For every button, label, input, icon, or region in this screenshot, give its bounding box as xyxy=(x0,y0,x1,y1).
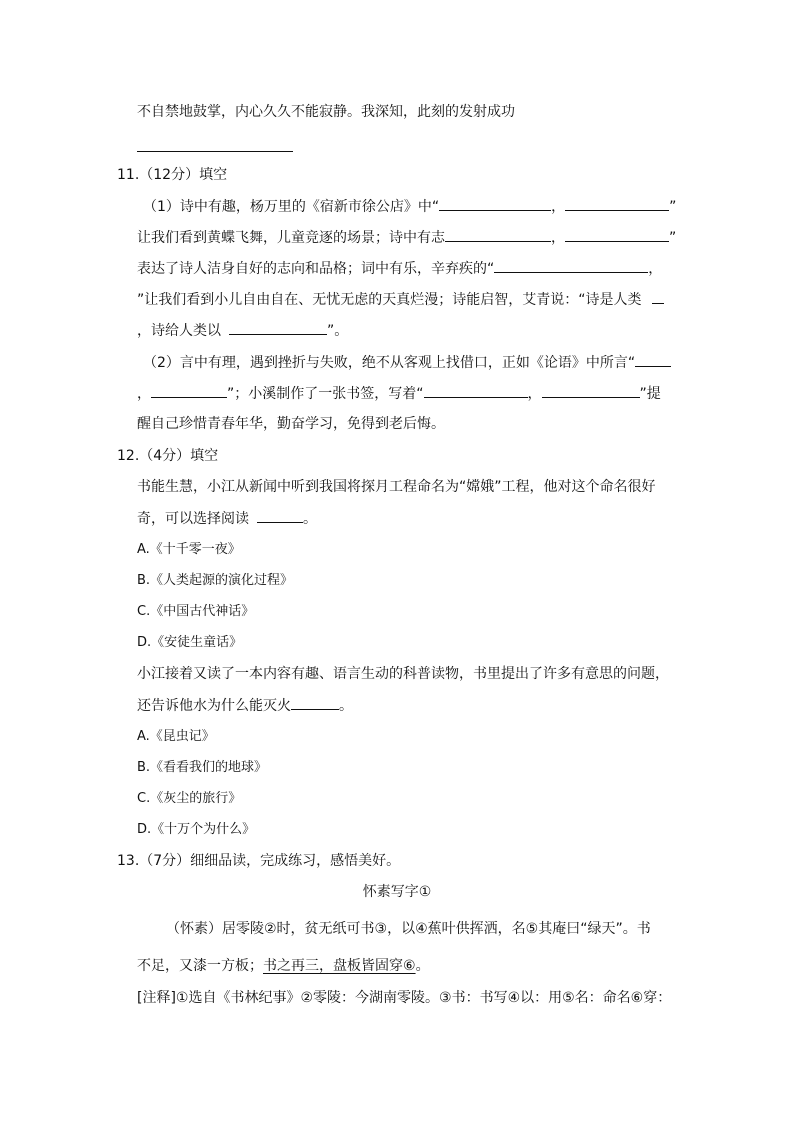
q11-part2-line1 xyxy=(143,352,671,373)
passage-title: 怀素写字① xyxy=(362,884,432,900)
question-13-header: 13.（7分）细细品读，完成练习，感悟美好。 xyxy=(117,853,401,869)
passage-line2 xyxy=(137,956,430,976)
text: ”。 xyxy=(327,323,349,339)
text: ” xyxy=(669,230,677,246)
option-b-1[interactable]: B.《人类起源的演化过程》 xyxy=(137,573,294,588)
text: 。 xyxy=(415,958,430,974)
text: ， xyxy=(137,386,151,402)
text: 不足，又漆一方板； xyxy=(137,958,263,974)
q12-stem1-line1: 书能生慧，小江从新闻中听到我国将探月工程命名为“嫦娥”工程，他对这个命名很好 xyxy=(137,479,656,495)
fill-blank[interactable] xyxy=(635,352,671,367)
text: 表达了诗人洁身自好的志向和品格；词中有乐，辛弃疾的“ xyxy=(137,261,495,277)
fill-blank[interactable] xyxy=(424,383,528,398)
annotation-note: [注释]①选自《书林纪事》②零陵：今湖南零陵。③书：书写④以：用⑤名：命名⑥穿： xyxy=(137,990,672,1006)
text: 奇，可以选择阅读 xyxy=(137,511,249,527)
text: ”让我们看到小儿自由自在、无忧无虑的天真烂漫；诗能启智，艾青说：“诗是人类 xyxy=(137,292,642,308)
text: ， xyxy=(551,199,566,215)
text: ，诗给人类以 xyxy=(137,323,221,339)
q11-part1-line3 xyxy=(137,258,662,279)
text: （2）言中有理，遇到挫折与失败，绝不从客观上找借口，正如《论语》中所言“ xyxy=(143,355,636,371)
option-a-1[interactable]: A.《十千零一夜》 xyxy=(137,542,241,557)
text: 。 xyxy=(303,511,317,527)
answer-line xyxy=(137,151,293,152)
option-d-2[interactable]: D.《十万个为什么》 xyxy=(137,822,256,837)
continuation-text: 不自禁地鼓掌，内心久久不能寂静。我深知，此刻的发射成功 xyxy=(137,104,515,120)
fill-blank[interactable] xyxy=(151,383,227,398)
fill-blank[interactable] xyxy=(291,695,339,710)
text: 还告诉他水为什么能灭火 xyxy=(137,698,291,714)
fill-blank[interactable] xyxy=(439,196,551,211)
q11-part2-line2 xyxy=(137,383,661,404)
option-c-1[interactable]: C.《中国古代神话》 xyxy=(137,604,255,619)
underlined-sentence: 书之再三，盘板皆固穿⑥ xyxy=(263,958,416,974)
text: ， xyxy=(648,261,663,277)
option-b-2[interactable]: B.《看看我们的地球》 xyxy=(137,760,268,775)
text: 让我们看到黄蝶飞舞，儿童竞逐的场景；诗中有志 xyxy=(137,230,445,246)
q11-part1-line1 xyxy=(143,196,676,217)
option-c-2[interactable]: C.《灰尘的旅行》 xyxy=(137,791,242,806)
text: ， xyxy=(551,230,565,246)
q12-stem2-line1: 小江接着又读了一本内容有趣、语言生动的科普读物，书里提出了许多有意思的问题， xyxy=(137,666,669,682)
fill-blank[interactable] xyxy=(565,227,669,242)
fill-blank[interactable] xyxy=(652,289,664,304)
text: ”；小溪制作了一张书签，写着“ xyxy=(227,386,424,402)
passage-line1: （怀素）居零陵②时，贫无纸可书③，以④蕉叶供挥洒，名⑤其庵曰“绿天”。书 xyxy=(166,921,651,937)
question-11-header: 11.（12分）填空 xyxy=(117,167,228,183)
fill-blank[interactable] xyxy=(565,196,669,211)
option-d-1[interactable]: D.《安徒生童话》 xyxy=(137,635,243,650)
q11-part1-line4 xyxy=(137,289,664,310)
q11-part2-line3: 醒自己珍惜青春年华，勤奋学习，免得到老后悔。 xyxy=(137,416,445,432)
fill-blank[interactable] xyxy=(494,258,648,273)
text: 。 xyxy=(339,698,353,714)
text: ”提 xyxy=(639,386,661,402)
fill-blank[interactable] xyxy=(445,227,551,242)
text: （1）诗中有趣，杨万里的《宿新市徐公店》中“ xyxy=(143,199,440,215)
fill-blank[interactable] xyxy=(257,508,303,523)
q11-part1-line2 xyxy=(137,227,676,248)
text: ， xyxy=(527,386,542,402)
q12-stem1-line2 xyxy=(137,508,317,529)
q11-part1-line5 xyxy=(137,320,348,341)
fill-blank[interactable] xyxy=(229,320,327,335)
text: ” xyxy=(669,199,677,215)
question-12-header: 12.（4分）填空 xyxy=(117,448,219,464)
option-a-2[interactable]: A.《昆虫记》 xyxy=(137,729,215,744)
q12-stem2-line2 xyxy=(137,695,353,716)
fill-blank[interactable] xyxy=(542,383,640,398)
